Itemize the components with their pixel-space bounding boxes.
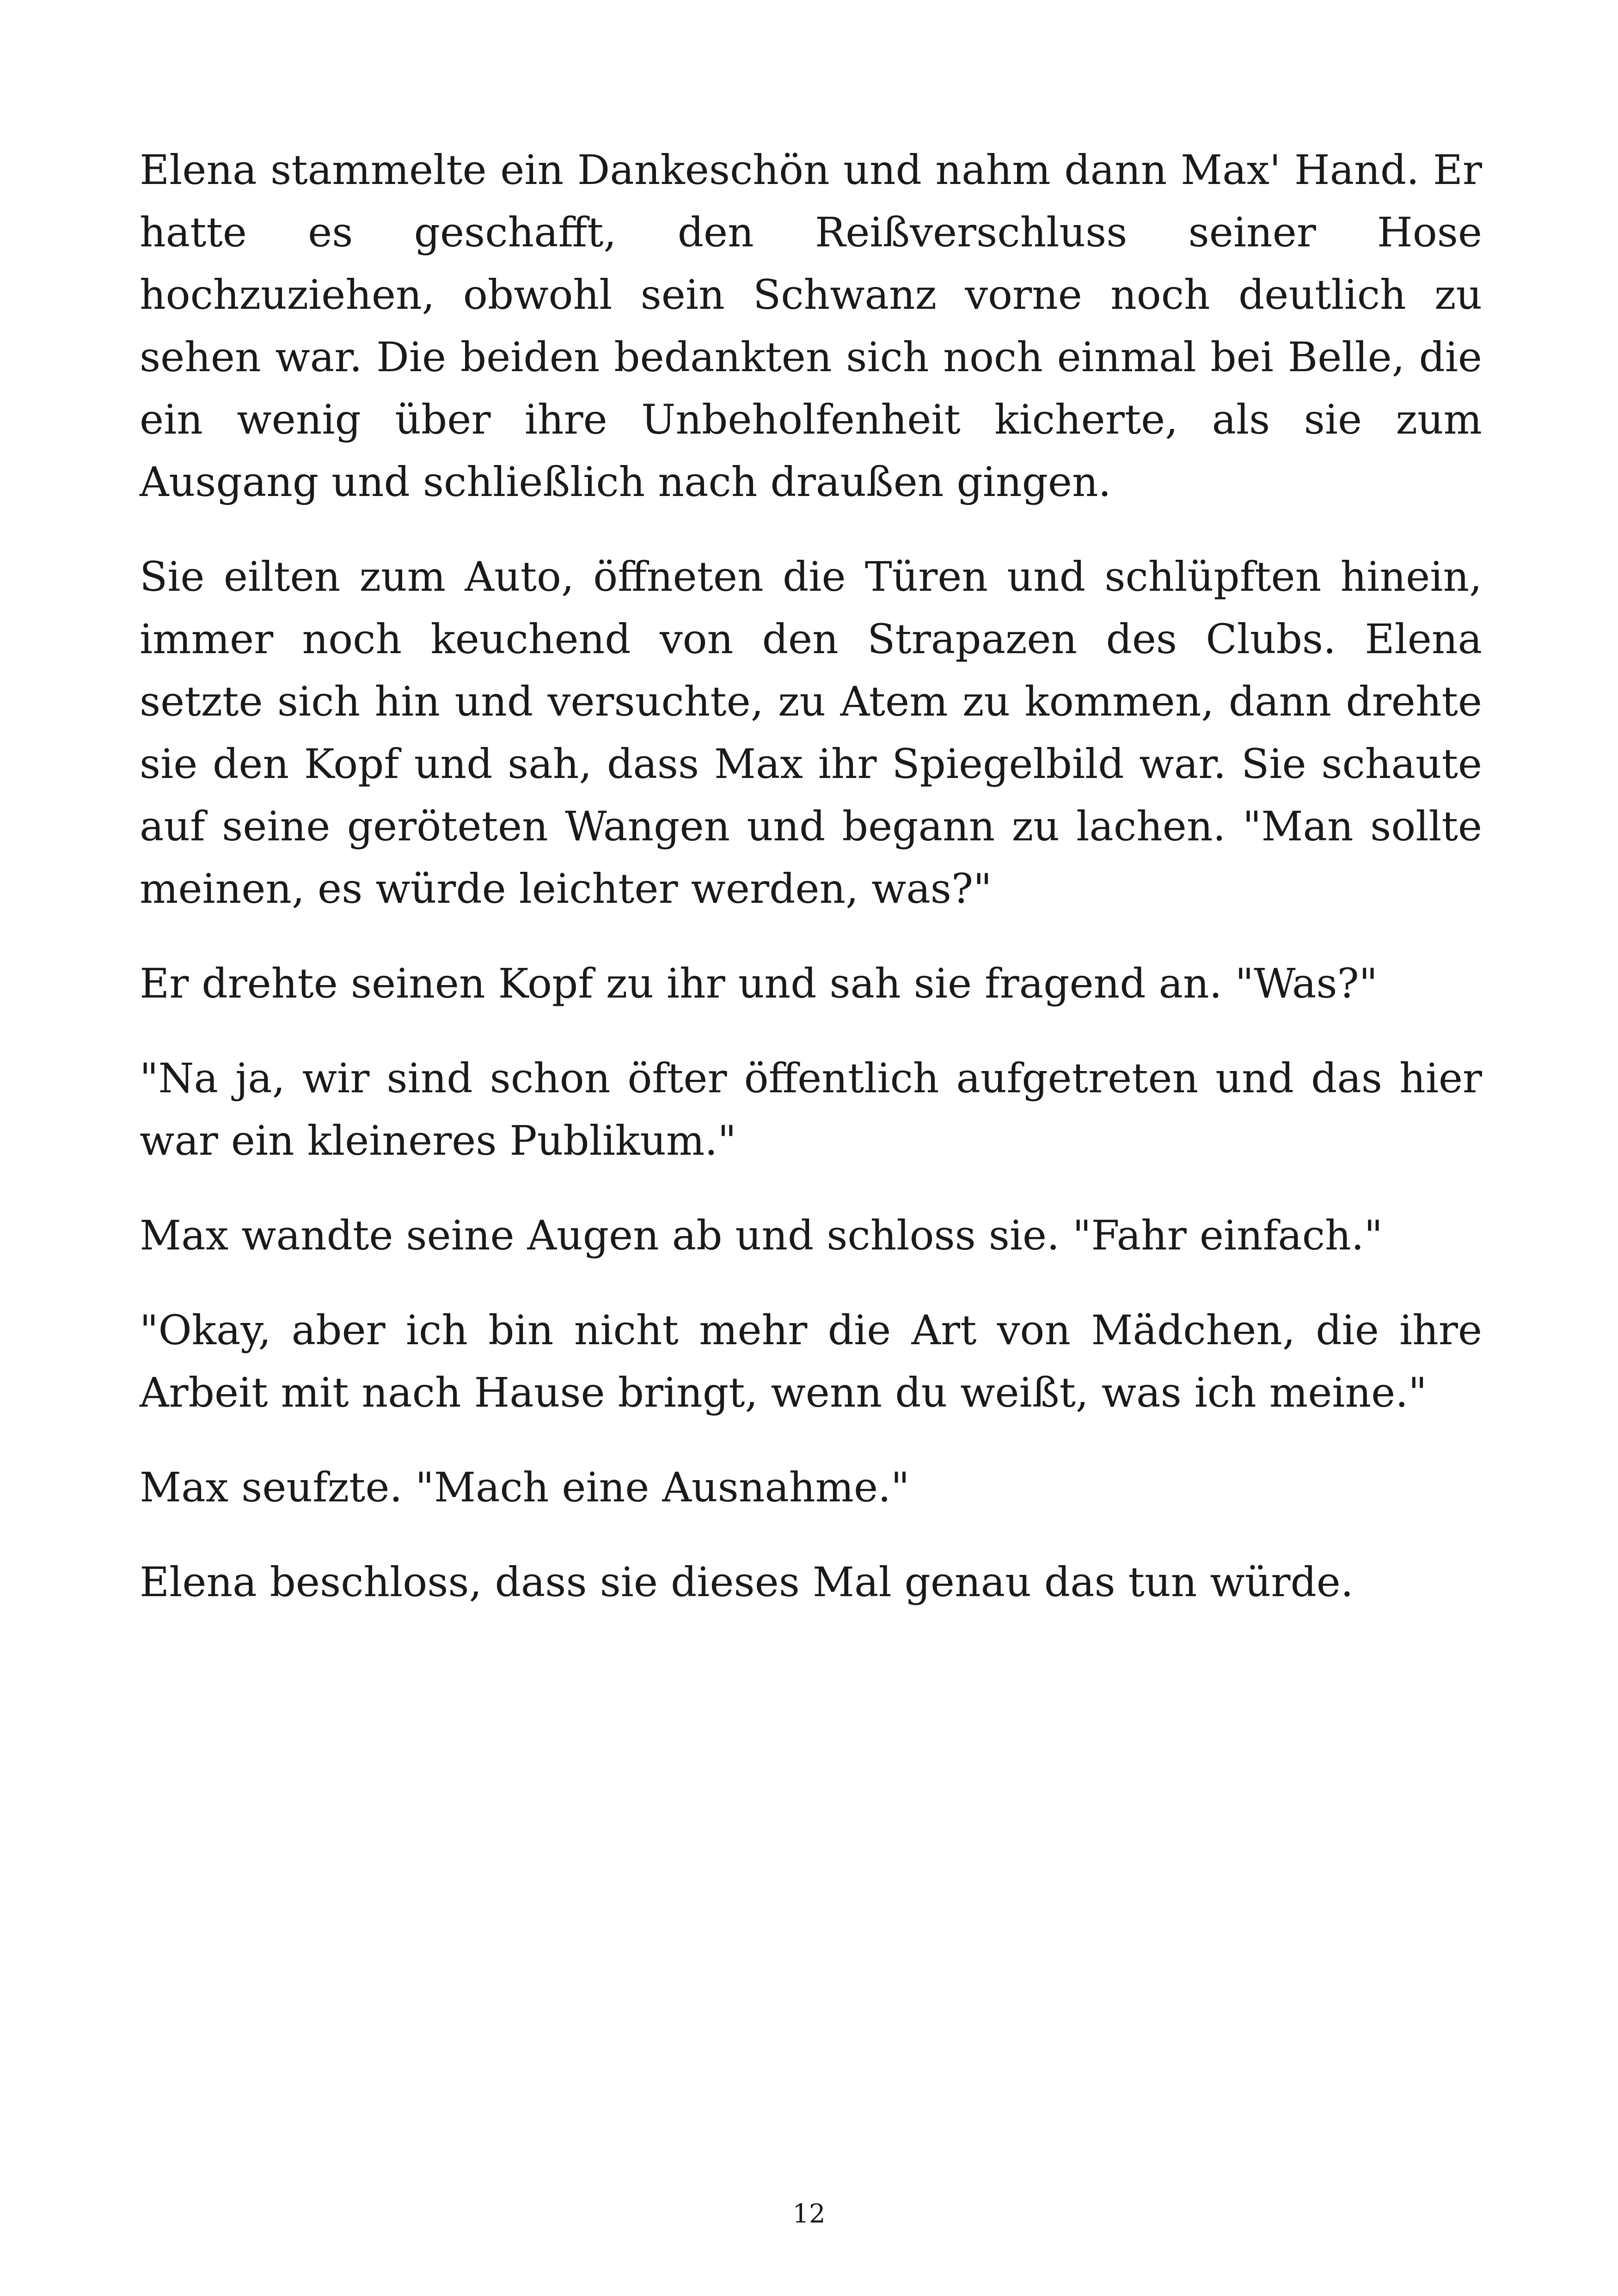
paragraph: Er drehte seinen Kopf zu ihr und sah sie fragend an. "Was?" — [140, 960, 1378, 1007]
paragraph: "Okay, aber ich bin nicht mehr die Art von Mädchen, die ihre Arbeit mit nach Hause bringt, wenn du weißt, was ich meine." — [140, 1306, 1482, 1416]
body-text — [140, 139, 1482, 1613]
paragraph: Max wandte seine Augen ab und schloss sie. "Fahr einfach." — [140, 1212, 1383, 1259]
paragraph: Sie eilten zum Auto, öffneten die Türen und schlüpften hinein, immer noch keuchend von den Strapazen des Clubs. Elena setzte sich hin und versuchte, zu Atem zu kommen, dann drehte sie den Kopf und sah, dass Max ihr Spiegelbild war. Sie schaute auf seine geröteten Wangen und begann zu lachen. "Man sollte meinen, es würde leichter werden, was?" — [140, 553, 1482, 912]
paragraph: Elena beschloss, dass sie dieses Mal genau das tun würde. — [140, 1558, 1354, 1606]
paragraph: "Na ja, wir sind schon öfter öffentlich aufgetreten und das hier war ein kleineres Publikum." — [140, 1054, 1482, 1164]
page-number: 12 — [792, 2199, 826, 2229]
paragraph: Elena stammelte ein Dankeschön und nahm dann Max' Hand. Er hatte es geschafft, den Reißverschluss seiner Hose hochzuziehen, obwohl sein Schwanz vorne noch deutlich zu sehen war. Die beiden bedankten sich noch einmal bei Belle, die ein wenig über ihre Unbeholfenheit kicherte, als sie zum Ausgang und schließlich nach draußen gingen. — [140, 146, 1482, 506]
paragraph: Max seufzte. "Mach eine Ausnahme." — [140, 1463, 910, 1511]
